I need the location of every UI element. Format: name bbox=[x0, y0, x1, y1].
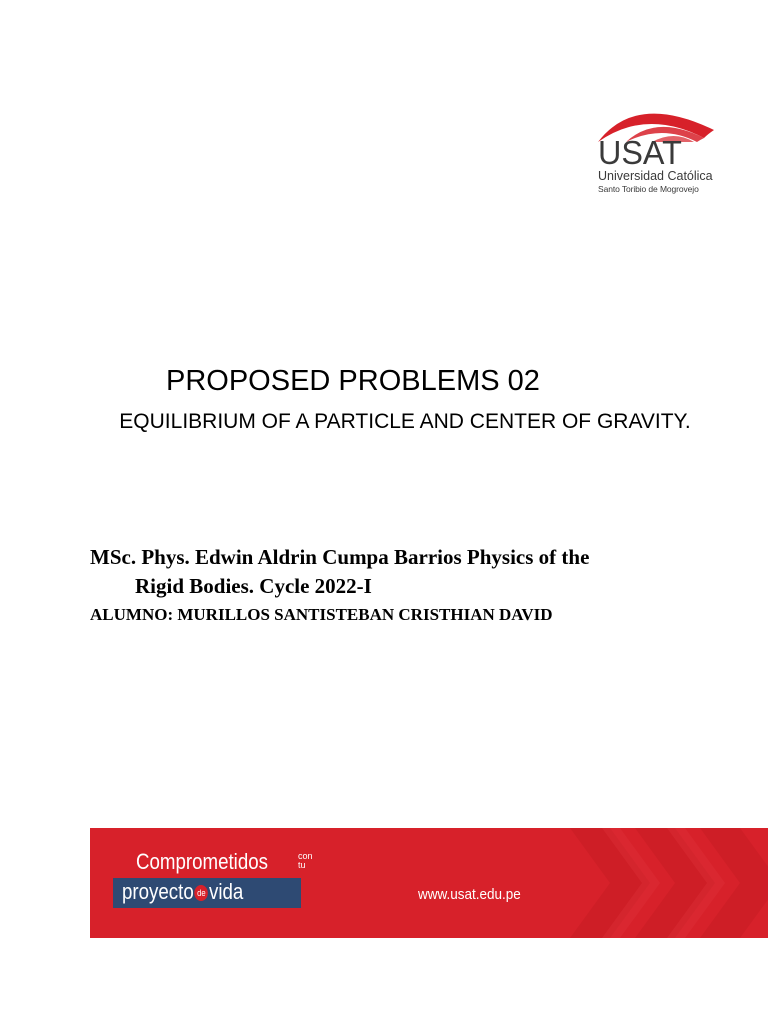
author-line-part1: MSc. Phys. Edwin Aldrin Cumpa Barrios Physics of the bbox=[90, 545, 590, 569]
slogan-comprometidos: Comprometidos bbox=[136, 849, 268, 874]
logo-university-name: Universidad Católica bbox=[598, 169, 713, 183]
footer-banner bbox=[90, 828, 768, 938]
slogan-vida: vida bbox=[209, 879, 244, 904]
slogan-proyecto: proyecto bbox=[122, 879, 194, 904]
usat-logo bbox=[596, 100, 726, 200]
author-line bbox=[90, 543, 710, 601]
author-line-part2: Rigid Bodies. Cycle 2022-I bbox=[135, 574, 372, 598]
slogan-proyecto-de-vida bbox=[122, 881, 243, 903]
document-subtitle: EQUILIBRIUM OF A PARTICLE AND CENTER OF GRAVITY. bbox=[119, 410, 691, 433]
logo-university-subname: Santo Toribio de Mogrovejo bbox=[598, 184, 699, 194]
slogan-de-badge: de bbox=[195, 885, 209, 901]
website-link[interactable]: www.usat.edu.pe bbox=[418, 886, 521, 903]
slogan-con-tu: con tu bbox=[298, 851, 313, 870]
document-title: PROPOSED PROBLEMS 02 bbox=[166, 365, 540, 397]
logo-wordmark: USAT bbox=[598, 134, 682, 171]
student-line: ALUMNO: MURILLOS SANTISTEBAN CRISTHIAN DAVID bbox=[90, 605, 553, 624]
